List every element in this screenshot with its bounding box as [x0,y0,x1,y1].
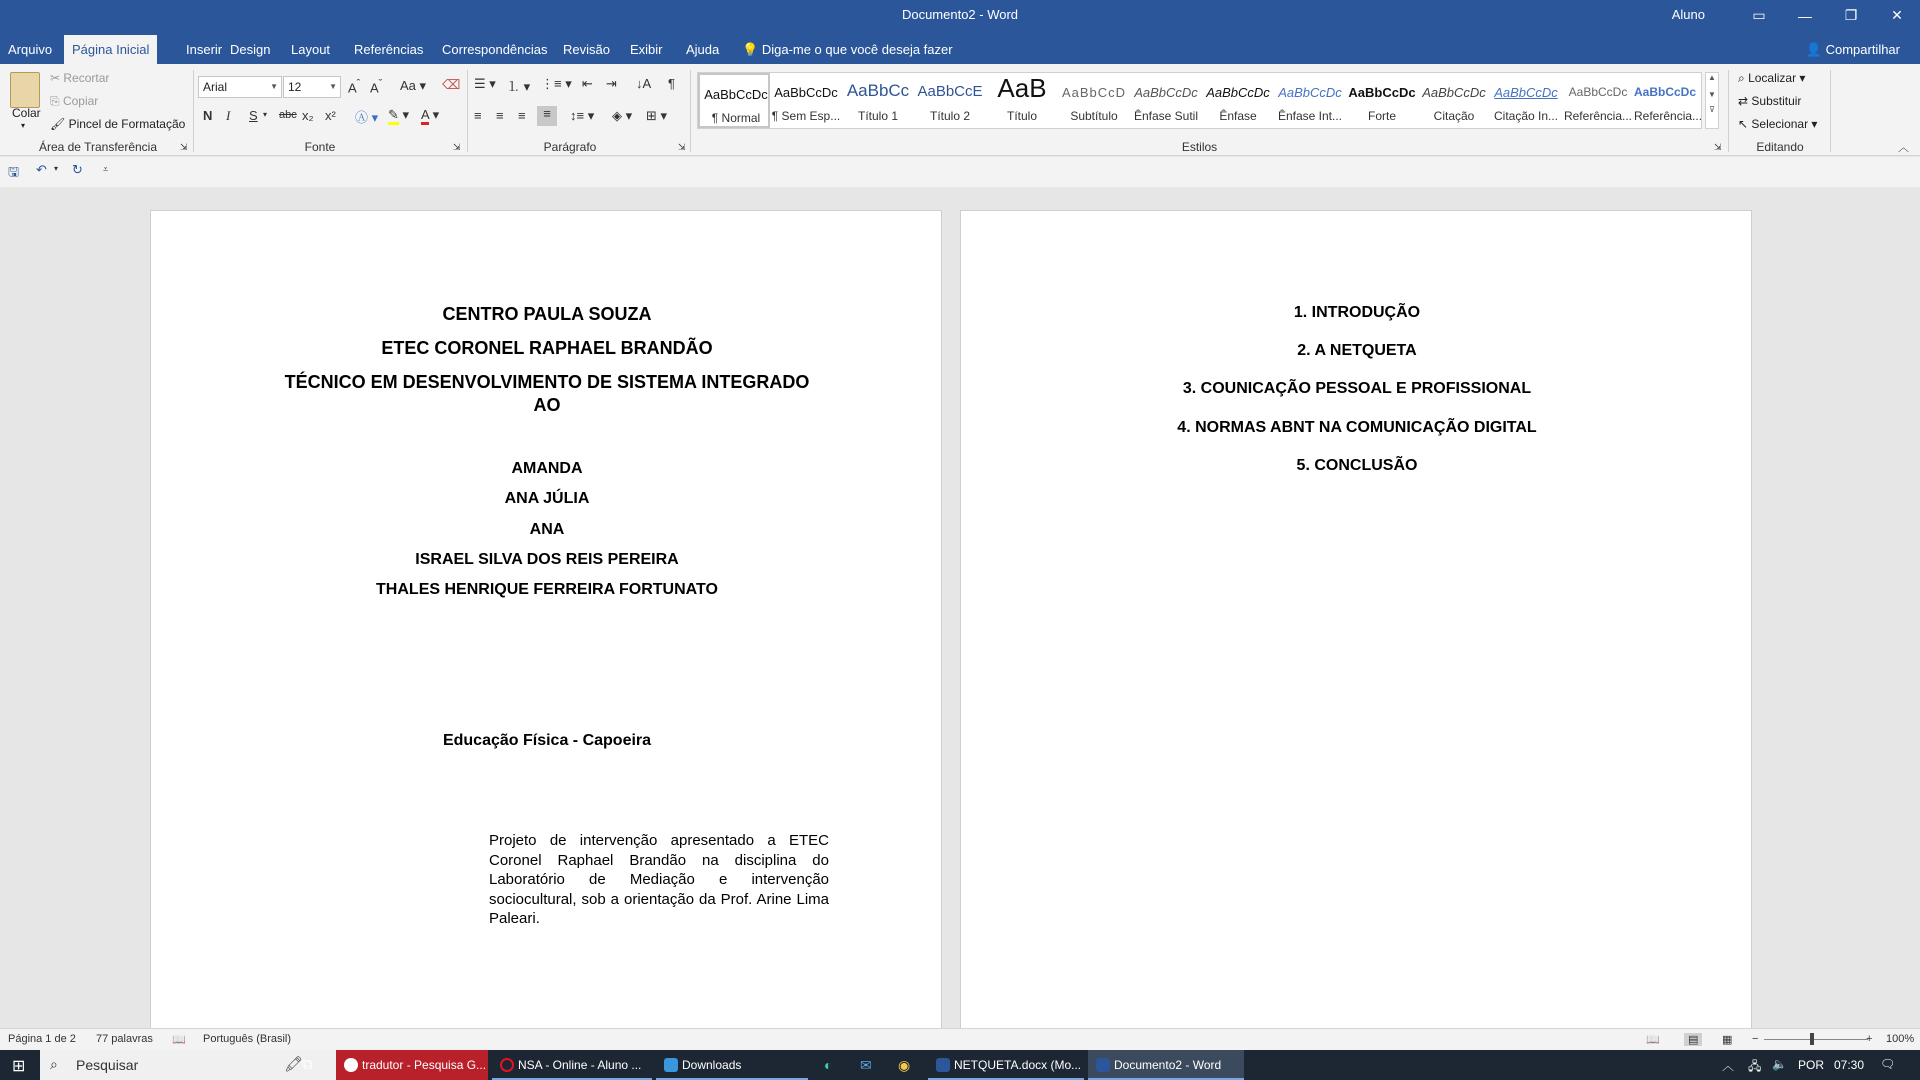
style-name: Título 2 [929,109,971,123]
taskbar-search[interactable] [40,1050,336,1080]
subscript-button[interactable]: x₂ [302,108,314,123]
style-sample: AaBbCcDc [1134,85,1198,100]
cut-button[interactable] [50,71,109,85]
style-sample: AaB [997,73,1047,103]
style-subtle-emphasis[interactable] [1130,73,1202,128]
copy-icon: ⎘ [50,94,63,108]
copy-button[interactable] [50,94,98,109]
tab-arquivo[interactable]: Arquivo [8,42,53,57]
task-label: NSA - Online - Aluno ... [518,1058,642,1072]
chrome-icon[interactable]: ◉ [898,1057,911,1073]
font-name-value: Arial [203,80,228,94]
styles-group-label: Estilos [1181,140,1218,154]
change-case-button[interactable]: Aa ▾ [400,78,427,93]
opera-icon [344,1058,358,1072]
collapse-ribbon-icon[interactable]: ︿ [1898,142,1909,154]
style-name: Ênfase Int... [1277,109,1343,123]
paste-icon[interactable] [10,72,40,108]
align-right-icon[interactable]: ≡ [518,108,526,123]
read-mode-icon[interactable]: 📖 [1646,1034,1660,1046]
font-name-select[interactable] [198,76,282,98]
zoom-out-icon[interactable]: − [1752,1033,1759,1045]
language[interactable]: Português (Brasil) [203,1033,292,1045]
style-name: Referência... [1634,109,1703,123]
increase-indent-icon[interactable]: ⇥ [606,76,617,91]
taskbar-task[interactable] [656,1050,808,1080]
taskbar-task[interactable] [928,1050,1084,1080]
gallery-more-icon[interactable]: ⊽ [1709,105,1715,114]
institution-name: CENTRO PAULA SOUZA [442,304,652,324]
page-2[interactable] [960,210,1752,1050]
superscript-button[interactable]: x² [325,108,336,123]
restore-button[interactable]: ❐ [1844,7,1858,23]
task-view-icon[interactable]: ⧉ [302,1056,313,1073]
replace-icon: ⇄ [1738,94,1752,108]
style-heading-2[interactable] [914,73,986,128]
print-layout-icon[interactable]: ▤ [1684,1033,1702,1046]
style-sample: AaBbCc [846,81,910,100]
borders-icon[interactable]: ⊞ ▾ [646,108,668,123]
clear-formatting-icon[interactable]: ⌫ [442,77,461,92]
author-name: AMANDA [511,460,583,477]
tell-me-search[interactable] [742,35,953,64]
style-name: Referência... [1563,109,1633,123]
word-count[interactable]: 77 palavras [96,1033,153,1045]
title-bar [0,0,1920,31]
toc-item: 1. INTRODUÇÃO [1293,304,1421,321]
sort-icon[interactable]: ↓A [636,76,652,91]
document-canvas [0,187,1920,1028]
style-name: ¶ Normal [711,111,761,125]
shading-icon[interactable]: ◈ ▾ [612,108,633,123]
paste-dropdown-icon[interactable]: ▾ [21,121,26,130]
select-label: Selecionar [1751,117,1809,131]
tell-me-text: Diga-me o que você deseja fazer [761,42,953,57]
numbering-icon[interactable]: ⒈ ▾ [507,79,531,94]
tab-layout[interactable]: Layout [291,42,331,57]
redo-icon[interactable]: ↻ [72,162,83,177]
bullets-icon[interactable]: ☰ ▾ [474,76,496,91]
separator [1830,70,1831,152]
pilcrow-icon[interactable]: ¶ [668,76,675,91]
web-layout-icon[interactable]: ▦ [1722,1034,1733,1046]
tab-ajuda[interactable]: Ajuda [686,42,720,57]
style-subtle-reference[interactable] [1562,73,1634,128]
quick-access-toolbar [0,157,1920,187]
chevron-down-icon: ▼ [329,82,337,91]
style-intense-reference[interactable] [1634,73,1703,128]
tab-pagina-inicial[interactable]: Página Inicial [64,35,157,64]
minimize-button[interactable]: — [1798,7,1812,24]
style-sample: AaBbCcDc [1634,85,1697,99]
style-sample: AaBbCcD [1061,85,1127,100]
clock[interactable]: 07:30 [1834,1058,1865,1072]
separator [467,70,468,152]
undo-icon[interactable]: ↶ [36,162,47,177]
toc-item: 4. NORMAS ABNT NA COMUNICAÇÃO DIGITAL [1177,419,1537,436]
taskbar [0,1050,1920,1080]
format-painter-label: Pincel de Formatação [68,117,186,131]
style-sample: AaBbCcDc [704,87,768,102]
style-subtitle[interactable] [1058,73,1130,128]
subject-title: Educação Física - Capoeira [442,732,652,749]
course-name-line2: AO [533,395,561,415]
zoom-slider-thumb[interactable] [1810,1033,1814,1045]
style-sample: AaBbCcE [917,83,983,100]
toc-item: 5. CONCLUSÃO [1296,457,1418,474]
toc-item: 3. COUNICAÇÃO PESSOAL E PROFISSIONAL [1182,380,1532,397]
tab-exibir[interactable]: Exibir [630,42,663,57]
copy-label: Copiar [62,94,99,108]
editing-group-label: Editando [1756,140,1804,154]
ribbon-display-options-icon[interactable]: ▭ [1752,7,1766,23]
style-name: Subtítulo [1070,109,1118,123]
undo-dropdown-icon[interactable]: ▾ [54,164,59,173]
taskbar-task[interactable] [1088,1050,1244,1080]
brush-icon: 🖌 [50,117,69,131]
styles-gallery [697,72,1702,129]
page-1[interactable] [150,210,942,1050]
save-icon[interactable]: 🖫 [8,164,20,179]
style-sample: AaBbCcDc [774,85,838,100]
author-name: THALES HENRIQUE FERREIRA FORTUNATO [376,581,718,598]
format-painter-button[interactable] [50,117,185,131]
mail-icon[interactable]: ✉ [860,1057,872,1073]
align-left-icon[interactable]: ≡ [474,108,482,123]
clipboard-group-label: Área de Transferência [38,140,158,154]
tab-design[interactable]: Design [230,42,271,57]
task-label: Documento2 - Word [1114,1058,1222,1072]
task-label: tradutor - Pesquisa G... [362,1058,487,1072]
style-sample: AaBbCcDc [1278,85,1342,100]
chevron-down-icon[interactable]: ▼ [1708,90,1716,99]
window-title: Documento2 - Word [901,7,1019,22]
taskbar-task[interactable] [336,1050,488,1080]
tab-correspondencias[interactable]: Correspondências [442,42,548,57]
project-description: Projeto de intervenção apresentado a ETEC Coronel Raphael Brandão na disciplina do Laboratório de Mediação e intervenção sociocultural, sob a orientação da Prof. Arine Lima Paleari. [489,832,829,928]
style-name: Citação [1433,109,1475,123]
justify-icon[interactable]: ≡ [537,106,557,126]
word-icon [936,1058,950,1072]
author-name: ANA [529,521,565,538]
chevron-down-icon: ▼ [270,82,278,91]
font-size-value: 12 [288,80,302,94]
proofing-icon[interactable]: 📖 [172,1034,186,1046]
volume-icon[interactable]: 🔈 [1772,1057,1787,1071]
search-icon: ⌕ [50,1056,58,1072]
underline-button[interactable]: S [249,108,258,123]
font-launcher-icon[interactable]: ⇲ [453,142,461,152]
style-sample: AaBbCcDc [1568,85,1628,99]
style-intense-quote[interactable] [1490,73,1562,128]
person-icon: 👤 [1805,42,1822,57]
course-name-line1: TÉCNICO EM DESENVOLVIMENTO DE SISTEMA INTEGRADO [284,372,810,392]
toc-item: 2. A NETQUETA [1297,342,1417,359]
input-language[interactable]: POR [1798,1058,1825,1072]
style-emphasis[interactable] [1202,73,1274,128]
share-button[interactable] [1806,35,1900,64]
style-sample: AaBbCcDc [1494,85,1558,100]
share-label: Compartilhar [1825,42,1900,57]
font-group-label: Fonte [304,140,336,154]
page-count[interactable]: Página 1 de 2 [8,1033,76,1045]
author-name: ANA JÚLIA [504,490,590,507]
chevron-up-icon[interactable]: ▲ [1708,73,1716,82]
style-quote[interactable] [1418,73,1490,128]
account-user[interactable]: Aluno [1671,7,1705,22]
multilevel-list-icon[interactable]: ⋮≡ ▾ [541,76,572,91]
style-name: Ênfase Sutil [1133,109,1199,123]
search-placeholder: Pesquisar [76,1057,139,1073]
task-label: NETQUETA.docx (Mo... [954,1058,1082,1072]
decrease-indent-icon[interactable]: ⇤ [582,76,593,91]
school-name: ETEC CORONEL RAPHAEL BRANDÃO [381,338,713,358]
underline-dropdown-icon[interactable]: ▾ [263,110,268,119]
style-name: Título [1006,109,1037,123]
tab-revisao[interactable]: Revisão [563,42,610,57]
style-name: Ênfase [1219,109,1257,123]
zoom-level[interactable]: 100% [1886,1033,1915,1045]
word-icon [1096,1058,1110,1072]
find-button[interactable]: ⌕ Localizar ▾ [1738,71,1806,85]
separator [193,70,194,152]
style-normal[interactable] [698,73,770,128]
opera-icon [500,1058,514,1072]
tab-inserir[interactable]: Inserir [186,42,223,57]
network-icon[interactable]: 🖧 [1748,1059,1762,1073]
search-highlight-icon: 🖍 [284,1056,304,1073]
font-size-select[interactable] [283,76,341,98]
style-sample: AaBbCcDc [1422,85,1486,100]
search-icon: ⌕ [1738,71,1749,85]
download-icon [664,1058,678,1072]
style-sample: AaBbCcDc [1206,85,1270,100]
font-color-icon[interactable]: A ▾ [421,107,439,123]
select-button[interactable]: ↖ Selecionar ▾ [1738,117,1818,131]
shrink-font-icon[interactable]: $A^ˇ$ [370,78,383,96]
italic-button[interactable]: I [226,108,231,123]
paste-button[interactable]: Colar [12,106,41,120]
change-case-label: Aa [400,78,416,93]
style-no-spacing[interactable] [770,73,842,128]
gallery-scroll[interactable] [1705,72,1719,129]
bold-button[interactable]: N [203,108,213,123]
cut-label: Recortar [63,71,110,85]
ribbon [0,64,1920,156]
status-bar [0,1028,1920,1050]
zoom-slider[interactable] [1764,1039,1868,1040]
grow-font-icon[interactable]: $A^ˆ$ [348,78,361,96]
style-title[interactable] [986,73,1058,128]
separator [690,70,691,152]
customize-qat-icon[interactable]: ⩡ [103,164,109,174]
author-name: ISRAEL SILVA DOS REIS PEREIRA [415,551,679,568]
line-spacing-icon[interactable]: ↕≡ ▾ [570,108,595,123]
close-button[interactable]: ✕ [1891,7,1903,23]
windows-start-icon[interactable]: ⊞ [12,1058,26,1075]
style-heading-1[interactable] [842,73,914,128]
find-label: Localizar [1748,71,1797,85]
clipboard-launcher-icon[interactable]: ⇲ [180,142,188,152]
cursor-icon: ↖ [1738,117,1752,131]
separator [1728,70,1729,152]
replace-button[interactable] [1738,94,1801,108]
paragraph-launcher-icon[interactable]: ⇲ [678,142,686,152]
edge-icon[interactable]: ◐ [824,1057,833,1073]
align-center-icon[interactable]: ≡ [496,108,504,123]
style-name: Título 1 [857,109,899,123]
style-name: Citação In... [1493,109,1559,123]
chevron-up-icon[interactable]: ︿ [1722,1059,1735,1073]
style-strong[interactable] [1346,73,1418,128]
paragraph-group-label: Parágrafo [543,140,597,154]
zoom-in-icon[interactable]: + [1866,1033,1873,1045]
scissors-icon: ✂ [50,71,64,85]
style-sample: AaBbCcDc [1348,85,1416,100]
replace-label: Substituir [1751,94,1802,108]
tab-referencias[interactable]: Referências [354,42,424,57]
style-name: ¶ Sem Esp... [771,109,841,123]
lightbulb-icon: 💡 [742,42,759,57]
notifications-icon[interactable]: 🗨 [1880,1057,1896,1071]
styles-launcher-icon[interactable]: ⇲ [1714,142,1722,152]
taskbar-task[interactable] [492,1050,652,1080]
highlight-icon[interactable]: ✎ ▾ [388,107,409,123]
ribbon-tabs [0,31,1920,64]
style-name: Forte [1367,109,1396,123]
strikethrough-button[interactable]: abc [279,109,297,121]
style-intense-emphasis[interactable] [1274,73,1346,128]
task-label: Downloads [682,1058,742,1072]
text-effects-icon[interactable]: Ⓐ ▾ [355,110,379,125]
